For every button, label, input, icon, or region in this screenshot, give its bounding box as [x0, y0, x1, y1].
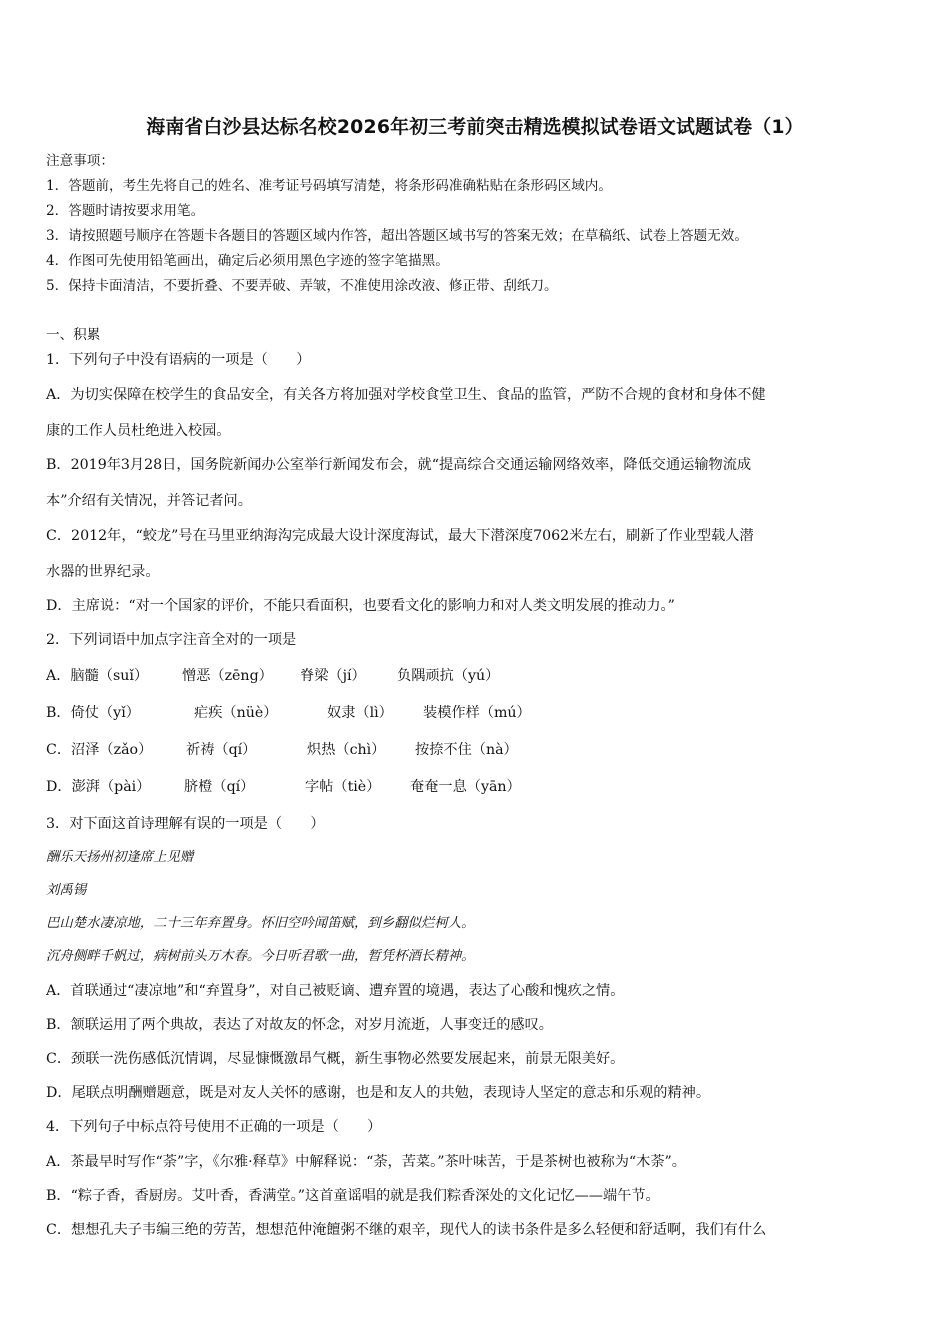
notice-heading: 注意事项： — [46, 153, 114, 169]
q1-option-a-cont: 康的工作人员杜绝进入校园。 — [46, 423, 231, 439]
notice-item: 5．保持卡面清洁，不要折叠、不要弄破、弄皱，不准使用涂改液、修正带、刮纸刀。 — [46, 278, 558, 294]
q3-option-d: D．尾联点明酬赠题意，既是对友人关怀的感谢，也是和友人的共勉，表现诗人坚定的意志和乐观的精神。 — [46, 1085, 711, 1101]
q2-c-word: 按捺不住（nà） — [415, 742, 518, 758]
q2-option-a — [46, 667, 499, 685]
q2-c-word: 祈祷（qí） — [186, 742, 257, 758]
q2-a-word: 脊梁（jí） — [300, 668, 366, 684]
q2-option-d — [46, 778, 521, 796]
notice-item: 2．答题时请按要求用笔。 — [46, 203, 205, 219]
poem-author: 刘禹锡 — [46, 883, 87, 898]
q2-option-c — [46, 741, 518, 759]
poem-title: 酬乐天扬州初逢席上见赠 — [46, 850, 194, 865]
q2-d-word: 脐橙（qí） — [184, 779, 255, 795]
q2-b-word: 奴隶（lì） — [327, 705, 393, 721]
q2-b-word: 装模作样（mú） — [423, 705, 531, 721]
q3-option-b: B．颔联运用了两个典故，表达了对故友的怀念，对岁月流逝，人事变迁的感叹。 — [46, 1017, 553, 1033]
question-3-stem: 3．对下面这首诗理解有误的一项是（ ） — [46, 816, 325, 832]
q2-b-word: 疟疾（nüè） — [194, 705, 278, 721]
q1-option-b: B．2019年3月28日，国务院新闻办公室举行新闻发布会，就“提高综合交通运输网络效率，降低交通运输物流成 — [46, 457, 752, 473]
q1-option-b-cont: 本”介绍有关情况，并答记者问。 — [46, 493, 252, 509]
poem-line: 巴山楚水凄凉地，二十三年弃置身。怀旧空吟闻笛赋，到乡翻似烂柯人。 — [46, 916, 475, 931]
notice-item: 3．请按照题号顺序在答题卡各题目的答题区域内作答，超出答题区域书写的答案无效；在草稿纸、试卷上答题无效。 — [46, 228, 748, 244]
q2-a-word: 负隅顽抗（yú） — [397, 668, 500, 684]
q2-c-word: C．沼泽（zǎo） — [46, 742, 153, 758]
q2-b-word: B．倚仗（yǐ） — [46, 705, 140, 721]
poem-line: 沉舟侧畔千帆过，病树前头万木春。今日听君歌一曲，暂凭杯酒长精神。 — [46, 949, 475, 964]
page-title: 海南省白沙县达标名校2026年初三考前突击精选模拟试卷语文试题试卷（1） — [146, 116, 804, 138]
q2-d-word: 字帖（tiè） — [305, 779, 381, 795]
q2-option-b — [46, 704, 531, 722]
q1-option-c-cont: 水器的世界纪录。 — [46, 564, 160, 580]
q2-c-word: 炽热（chì） — [307, 742, 386, 758]
q1-option-d: D．主席说：“对一个国家的评价，不能只看面积，也要看文化的影响力和对人类文明发展的推动力。” — [46, 598, 675, 614]
section-heading: 一、积累 — [46, 327, 101, 343]
q2-a-word: A．脑髓（suǐ） — [46, 668, 149, 684]
q3-option-a: A．首联通过“凄凉地”和“弃置身”，对自己被贬谪、遭弃置的境遇，表达了心酸和愧疚之情。 — [46, 983, 625, 999]
q4-option-c: C．想想孔夫子韦编三绝的劳苦，想想范仲淹饘粥不继的艰辛，现代人的读书条件是多么轻便和舒适啊，我们有什么 — [46, 1222, 767, 1238]
q2-d-word: 奄奄一息（yān） — [410, 779, 521, 795]
notice-item: 4．作图可先使用铅笔画出，确定后必须用黑色字迹的签字笔描黑。 — [46, 253, 449, 269]
q3-option-c: C．颈联一洗伤感低沉情调，尽显慷慨激昂气概，新生事物必然要发展起来，前景无限美好。 — [46, 1051, 625, 1067]
q4-option-a: A．茶最早时写作“荼”字，《尔雅·释草》中解释说：“荼，苦菜。”茶叶味苦，于是茶树也被称为“木荼”。 — [46, 1154, 686, 1170]
q1-option-c: C．2012年，“蛟龙”号在马里亚纳海沟完成最大设计深度海试，最大下潜深度7062米左右，刷新了作业型载人潜 — [46, 528, 754, 544]
question-4-stem: 4．下列句子中标点符号使用不正确的一项是（ ） — [46, 1119, 382, 1135]
question-2-stem: 2．下列词语中加点字注音全对的一项是 — [46, 632, 297, 648]
q1-option-a: A．为切实保障在校学生的食品安全，有关各方将加强对学校食堂卫生、食品的监管，严防不合规的食材和身体不健 — [46, 387, 766, 403]
q4-option-b: B．“粽子香，香厨房。艾叶香，香满堂。”这首童谣唱的就是我们粽香深处的文化记忆——端午节。 — [46, 1188, 660, 1204]
question-1-stem: 1．下列句子中没有语病的一项是（ ） — [46, 352, 311, 368]
notice-item: 1．答题前，考生先将自己的姓名、准考证号码填写清楚，将条形码准确粘贴在条形码区域内。 — [46, 178, 612, 194]
q2-a-word: 憎恶（zēng） — [182, 668, 273, 684]
q2-d-word: D．澎湃（pài） — [46, 779, 151, 795]
